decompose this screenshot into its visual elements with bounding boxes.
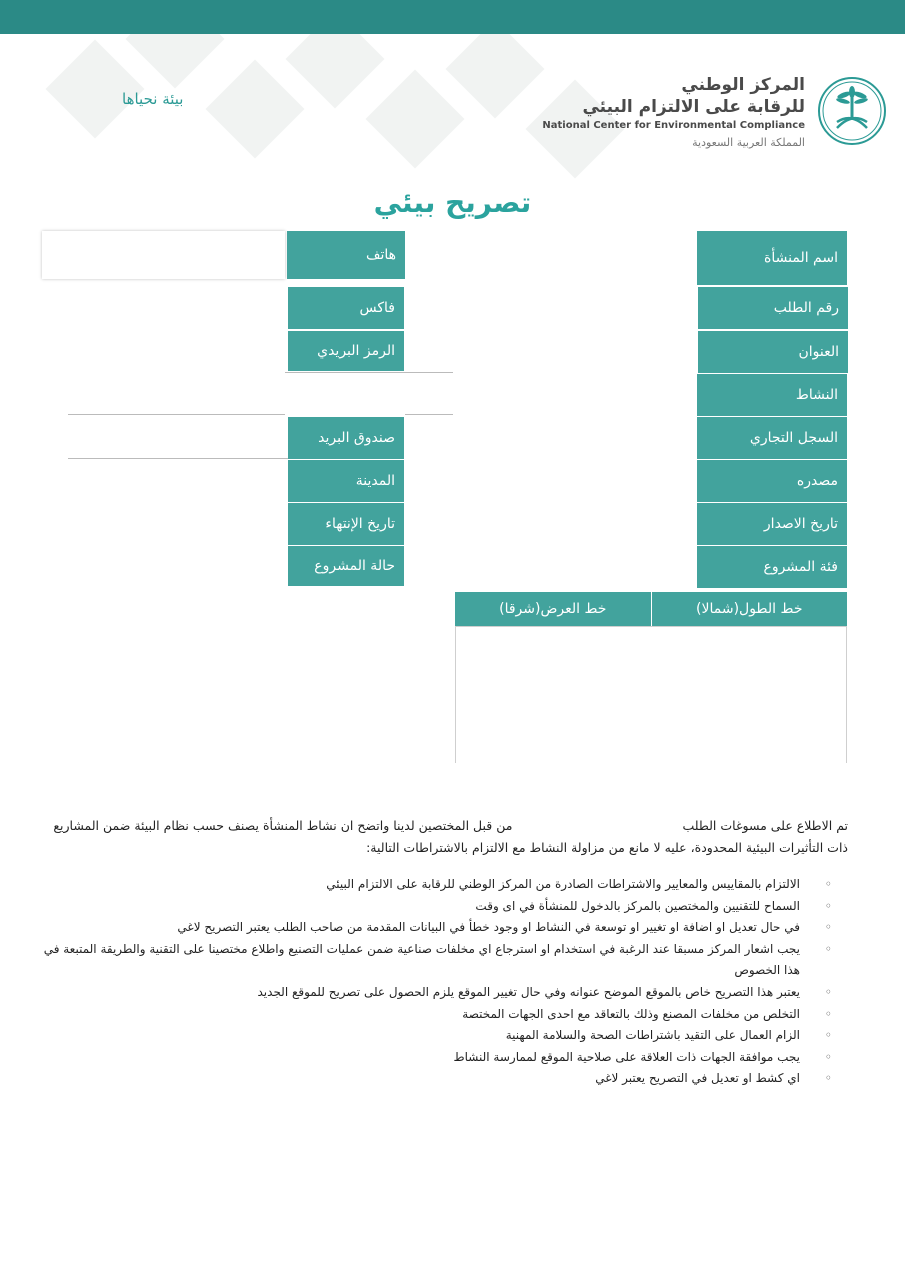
condition-text: التخلص من مخلفات المصنع وذلك بالتعاقد مع احدى الجهات المختصة: [462, 1006, 800, 1021]
list-item: [40, 939, 832, 982]
phone-label: هاتف: [287, 231, 405, 279]
country-name: المملكة العربية السعودية: [692, 136, 805, 149]
bullet-icon: ◦: [824, 877, 832, 891]
slogan: بيئة نحياها: [122, 90, 184, 108]
intro-part1: تم الاطلاع على مسوغات الطلب: [682, 818, 848, 833]
bullet-icon: ◦: [824, 1071, 832, 1086]
condition-text: الزام العمال على التقيد باشتراطات الصحة والسلامة المهنية: [505, 1028, 800, 1043]
po-box-label: صندوق البريد: [288, 417, 404, 459]
postal-code-label: الرمز البريدي: [288, 331, 404, 371]
fax-label: فاكس: [288, 287, 404, 329]
org-name-english: National Center for Environmental Compliance: [542, 120, 805, 131]
condition-text: السماح للتقنيين والمختصين بالمركز بالدخول للمنشأة في اى وقت: [475, 898, 800, 913]
bullet-icon: ◦: [824, 898, 832, 913]
activity-label: النشاط: [697, 374, 847, 416]
page-title: تصريح بيئي: [373, 186, 532, 219]
project-status-label: حالة المشروع: [288, 546, 404, 586]
row-divider: [68, 414, 285, 415]
bullet-icon: ◦: [824, 1028, 832, 1043]
list-item: [40, 1068, 832, 1090]
condition-text: الالتزام بالمقاييس والمعايير والاشتراطات الصادرة من المركز الوطني للرقابة على الالتزام البيئي: [326, 877, 800, 891]
list-item: [40, 896, 832, 918]
list-item: [40, 982, 832, 1004]
coordinates-body: [455, 626, 847, 763]
expiry-date-label: تاريخ الإنتهاء: [288, 503, 404, 545]
org-logo-text: [475, 74, 805, 152]
intro-part2: من قبل المختصين لدينا واتضح ان نشاط المنشأة يصنف حسب نظام البيئة ضمن المشاريع ذات التأثيرات البيئية المحدودة، عليه لا مانع من مزاولة النشاط مع الالتزام بالاشتراطات التالية:: [53, 818, 848, 855]
org-name-line1: المركز الوطني: [681, 75, 805, 95]
row-divider: [68, 458, 288, 459]
city-label: المدينة: [288, 460, 404, 502]
condition-text: اي كشط او تعديل في التصريح يعتبر لاغي: [595, 1071, 800, 1086]
condition-text: يجب اشعار المركز مسبقا عند الرغبة في استخدام او استرجاع اي مخلفات صناعية ضمن عمليات التصنيع واطلاع مختصينا على التقنية والطريقة المتبعة في هذا الخصوص: [43, 941, 800, 978]
list-item: [40, 1047, 832, 1069]
conditions-list: [40, 874, 832, 1090]
org-name-line2: للرقابة على الالتزام البيئي: [582, 97, 805, 117]
row-divider: [405, 414, 453, 415]
commercial-register-label: السجل التجاري: [697, 417, 847, 459]
longitude-header: خط الطول(شمالا): [651, 592, 848, 626]
coordinates-header: [455, 592, 847, 626]
source-label: مصدره: [697, 460, 847, 502]
request-number-label: رقم الطلب: [698, 287, 848, 329]
bullet-icon: ◦: [824, 1049, 832, 1064]
coordinates-table: [455, 592, 847, 763]
bullet-icon: ◦: [824, 941, 832, 956]
bullet-icon: ◦: [824, 1006, 832, 1021]
list-item: [40, 1025, 832, 1047]
condition-text: في حال تعديل او اضافة او تغيير او توسعة في النشاط او وجود خطأ في البيانات المقدمة من صاحب الطلب يعتبر التصريح لاغي: [177, 920, 800, 935]
issue-date-label: تاريخ الاصدار: [697, 503, 847, 545]
condition-text: يعتبر هذا التصريح خاص بالموقع الموضح عنوانه وفي حال تغيير الموقع يلزم الحصول على تصريح للموقع الجديد: [257, 984, 800, 999]
condition-text: يجب موافقة الجهات ذات العلاقة على صلاحية الموقع لممارسة النشاط: [453, 1049, 800, 1064]
address-label: العنوان: [698, 331, 848, 373]
phone-value-box: [42, 231, 285, 279]
top-bar: [0, 0, 905, 34]
list-item: [40, 874, 832, 896]
latitude-header: خط العرض(شرقا): [455, 592, 651, 626]
list-item: [40, 1004, 832, 1026]
bullet-icon: ◦: [824, 920, 832, 935]
row-divider: [285, 372, 453, 373]
approval-paragraph: [40, 815, 848, 859]
palm-swords-emblem-icon: [817, 76, 887, 146]
facility-name-label: اسم المنشأة: [697, 231, 847, 285]
list-item: [40, 917, 832, 939]
bullet-icon: ◦: [824, 984, 832, 999]
project-category-label: فئة المشروع: [697, 546, 847, 588]
